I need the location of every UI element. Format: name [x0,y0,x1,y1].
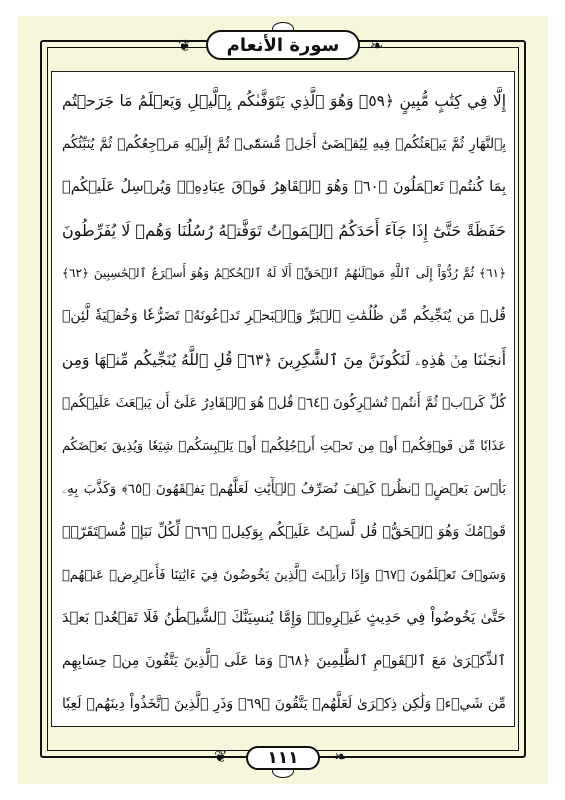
right-title-flourish-icon: ❧ [370,36,384,55]
text-line: وَسَوۡفَ تَعۡلَمُونَ ﴿٦٧﴾ وَإِذَا رَأَيۡتَ ٱلَّذِينَ يَخُوضُونَ فِيٓ ءَايَٰتِنَا فَأَعۡرِضۡ عَنۡهُمۡ [62,568,506,584]
right-footer-flourish-icon: ❧ [334,747,348,766]
text-line: بِٱلنَّهَارِ ثُمَّ يَبۡعَثُكُمۡ فِيهِ لِيُقۡضَىٰٓ أَجَلٞ مُّسَمّٗىۖ ثُمَّ إِلَيۡهِ مَرۡجِعُكُمۡ ثُمَّ يُنَبِّئُكُم [62,136,506,153]
text-line: بَأۡسَ بَعۡضٍۗ ٱنظُرۡ كَيۡفَ نُصَرِّفُ ٱلۡأٓيَٰتِ لَعَلَّهُمۡ يَفۡقَهُونَ ﴿٦٥﴾ وَكَذَّبَ بِهِۦ [62,480,506,497]
text-line: مِّن شَيۡءٖ وَلَٰكِن ذِكۡرَىٰ لَعَلَّهُمۡ يَتَّقُونَ ﴿٦٩﴾ وَذَرِ ٱلَّذِينَ ٱتَّخَذُواْ دِينَهُمۡ لَعِبٗا [62,696,506,713]
text-line: حَفَظَةً حَتَّىٰٓ إِذَا جَآءَ أَحَدَكُمُ ٱلۡمَوۡتُ تَوَفَّتۡهُ رُسُلُنَا وَهُمۡ لَا يُفَرِّطُونَ [62,221,506,241]
surah-title-cartouche [206,30,360,60]
text-line: حَتَّىٰ يَخُوضُواْ فِي حَدِيثٍ غَيۡرِهِۦۚ وَإِمَّا يُنسِيَنَّكَ ٱلشَّيۡطَٰنُ فَلَا تَقۡعُدۡ بَعۡدَ [62,610,506,627]
text-line: قُلۡ مَن يُنَجِّيكُم مِّن ظُلُمَٰتِ ٱلۡبَرِّ وَٱلۡبَحۡرِ تَدۡعُونَهُۥ تَضَرُّعٗا وَخُفۡيَةٗ لَّئِنۡ [62,308,506,325]
text-line: عَذَابٗا مِّن فَوۡقِكُمۡ أَوۡ مِن تَحۡتِ أَرۡجُلِكُمۡ أَوۡ يَلۡبِسَكُمۡ شِيَعٗا وَيُذِيقَ بَعۡضَكُم [62,438,506,454]
mushaf-page [18,16,548,784]
text-line: أَنجَىٰنَا مِنۡ هَٰذِهِۦ لَنَكُونَنَّ مِنَ ٱلشَّٰكِرِينَ ﴿٦٣﴾ قُلِ ٱللَّهُ يُنَجِّيكُم مِّنۡهَا وَمِن [62,350,506,369]
text-line: ٱلذِّكۡرَىٰ مَعَ ٱلۡقَوۡمِ ٱلظَّٰلِمِينَ ﴿٦٨﴾ وَمَا عَلَى ٱلَّذِينَ يَتَّقُونَ مِنۡ حِسَابِهِم [62,653,506,670]
text-line: قَوۡمُكَ وَهُوَ ٱلۡحَقُّۚ قُل لَّسۡتُ عَلَيۡكُم بِوَكِيلٖ ﴿٦٦﴾ لِّكُلِّ نَبَإٖ مُّسۡتَقَرّٞۚ [62,523,506,540]
surah-title: سورة الأنعام [226,34,340,56]
text-line: ﴿٦١﴾ ثُمَّ رُدُّوٓاْ إِلَى ٱللَّهِ مَوۡلَىٰهُمُ ٱلۡحَقِّۚ أَلَا لَهُ ٱلۡحُكۡمُ وَهُوَ أَسۡرَعُ ٱلۡحَٰسِبِينَ ﴿٦٢﴾ [62,266,506,281]
page-number: ١١١ [267,748,299,768]
text-line: كُلِّ كَرۡبٖ ثُمَّ أَنتُمۡ تُشۡرِكُونَ ﴿٦٤﴾ قُلۡ هُوَ ٱلۡقَادِرُ عَلَىٰٓ أَن يَبۡعَثَ عَلَيۡكُمۡ [62,394,506,411]
verse-lines [62,80,506,726]
text-line: إِلَّا فِي كِتَٰبٍ مُّبِينٍ ﴿٥٩﴾ وَهُوَ ٱلَّذِي يَتَوَفَّىٰكُم بِٱلَّيۡلِ وَيَعۡلَمُ مَا جَرَحۡتُم [62,92,506,110]
verse-text-panel [51,71,515,727]
text-line: بِمَا كُنتُمۡ تَعۡمَلُونَ ﴿٦٠﴾ وَهُوَ ٱلۡقَاهِرُ فَوۡقَ عِبَادِهِۦۖ وَيُرۡسِلُ عَلَيۡكُمۡ [62,179,506,196]
left-title-flourish-icon: ❦ [178,36,192,55]
left-footer-flourish-icon: ❦ [214,747,228,766]
page-number-cartouche [246,746,320,770]
